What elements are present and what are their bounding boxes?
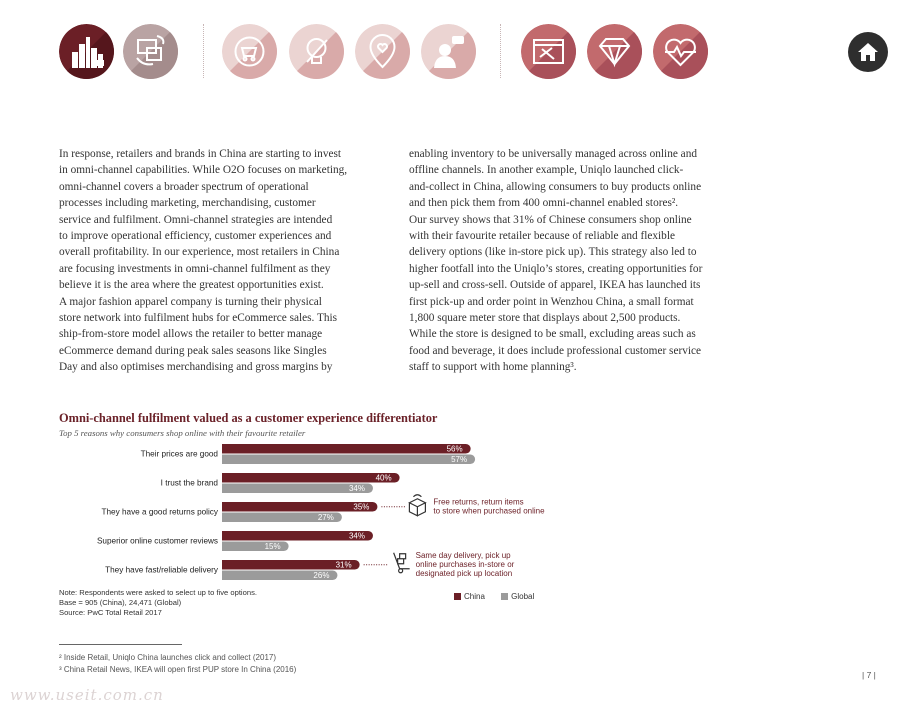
- footnotes: [59, 652, 296, 675]
- body-text-line: In response, retailers and brands in China are starting to invest: [59, 148, 342, 160]
- browser-tools-icon[interactable]: [521, 24, 576, 79]
- body-text-line: processes including marketing, merchandising, customer: [59, 197, 316, 210]
- body-text-line: service and fulfilment. Omni-channel strategies are intended: [59, 213, 333, 226]
- chart-title: Omni-channel fulfilment valued as a customer experience differentiator: [59, 411, 438, 425]
- body-text-line: higher footfall into the Uniqlo’s stores, creating opportunities for: [409, 262, 703, 275]
- chart-notes: [59, 588, 257, 619]
- body-text-line: store network into fulfilment hubs for eCommerce sales. This: [59, 312, 338, 325]
- category-label: Their prices are good: [140, 449, 218, 459]
- page-number: | 7 |: [862, 670, 876, 680]
- home-button[interactable]: [848, 32, 888, 72]
- note-line: Note: Respondents were asked to select up to five options.: [59, 588, 257, 597]
- body-text-line: and-collect in China, allowing consumers to buy products online: [409, 180, 702, 193]
- city-skyline-icon[interactable]: [59, 24, 114, 79]
- category-label: Superior online customer reviews: [96, 536, 218, 546]
- body-text-line: staff to support with home planning³.: [409, 361, 577, 374]
- heart-pulse-icon[interactable]: [653, 24, 708, 79]
- consumer-speech-icon[interactable]: [421, 24, 476, 79]
- body-text-line: ship-from-store model allows the retailer to better manage: [59, 328, 323, 341]
- body-text-line: omni-channel covers a broader spectrum of operational: [59, 180, 309, 193]
- footnote: ² Inside Retail, Uniqlo China launches click and collect (2017): [59, 653, 276, 662]
- note-line: Source: PwC Total Retail 2017: [59, 608, 162, 618]
- note-line: Base = 905 (China), 24,471 (Global): [59, 598, 182, 608]
- legend-label: Global: [511, 592, 535, 601]
- data-label: 34%: [348, 484, 365, 493]
- chart-legend: [454, 592, 534, 601]
- body-text-line: Day and also optimises merchandising and gross margins by: [59, 361, 333, 374]
- body-text-line: A major fashion apparel company is turning their physical: [59, 295, 322, 308]
- data-label: 31%: [335, 560, 352, 570]
- category-label: I trust the brand: [160, 478, 218, 488]
- bar-china: [222, 473, 400, 483]
- body-column-right: [409, 146, 739, 376]
- body-text-line: with their favourite retailer because of reliable and flexible: [409, 230, 675, 243]
- annotation-text: Free returns, return items: [433, 497, 524, 507]
- body-text-line: food and beverage, it does include professional customer service: [409, 344, 702, 357]
- data-label: 35%: [353, 502, 370, 512]
- home-icon: [848, 32, 888, 72]
- body-text-line: delivery options (like in-store pick up). This strategy also led to: [409, 246, 697, 259]
- return-box-icon: [409, 499, 425, 516]
- category-label: They have fast/reliable delivery: [105, 565, 218, 575]
- body-text-line: first pick-up and order point in Wenzhou China, a small format: [409, 295, 694, 308]
- data-label: 27%: [317, 513, 334, 522]
- data-label: 40%: [375, 473, 392, 483]
- legend-label: China: [464, 592, 485, 601]
- bar-china: [222, 444, 471, 454]
- hand-truck-icon: [394, 553, 410, 569]
- body-text-line: believe it is the area where the greatest opportunities exist.: [59, 279, 324, 292]
- bar-chart: [0, 438, 924, 588]
- body-text-line: up-sell and cross-sell. Outside of apparel, IKEA has launched its: [409, 279, 701, 292]
- bar-global: [222, 455, 475, 465]
- annotation-text: online purchases in-store or: [415, 559, 515, 569]
- watermark: www.useit.com.cn: [10, 686, 164, 704]
- return-arrow-icon: [413, 495, 421, 497]
- nav-separator: [500, 24, 501, 78]
- body-text-line: are focusing investments in omni-channel fulfilment as they: [59, 262, 331, 275]
- shopping-cycle-icon[interactable]: [222, 24, 277, 79]
- legend-item-china: [454, 592, 485, 601]
- body-text-line: and then pick them from 400 omni-channel enabled stores².: [409, 197, 679, 210]
- body-text-line: Our survey shows that 31% of Chinese consumers shop online: [409, 213, 692, 226]
- body-text-line: eCommerce demand during peak sales seasons like Singles: [59, 344, 327, 357]
- category-label: They have a good returns policy: [101, 507, 218, 517]
- body-text-line: enabling inventory to be universally managed across online and: [409, 148, 697, 160]
- data-label: 15%: [264, 542, 281, 551]
- data-label: 26%: [313, 571, 330, 580]
- body-text-line: overall profitability. In our experience, most retailers in China: [59, 246, 340, 259]
- lightbulb-icon[interactable]: [289, 24, 344, 79]
- location-heart-icon[interactable]: [355, 24, 410, 79]
- body-text-line: While the store is designed to be small, excluding areas such as: [409, 328, 696, 341]
- annotation-text: designated pick up location: [415, 568, 513, 578]
- annotation-text: to store when purchased online: [433, 506, 545, 516]
- section-navigation: [0, 0, 924, 100]
- data-label: 56%: [446, 444, 463, 454]
- body-text-line: to improve operational efficiency, customer experiences and: [59, 230, 332, 243]
- body-text-line: in omni-channel capabilities. While O2O focuses on marketing,: [59, 164, 348, 177]
- data-label: 57%: [451, 455, 468, 464]
- legend-swatch: [454, 593, 461, 600]
- nav-separator: [203, 24, 204, 78]
- data-label: 34%: [348, 531, 365, 541]
- body-text-line: offline channels. In another example, Uniqlo launched click-: [409, 164, 684, 177]
- body-column-left: [59, 146, 389, 376]
- hand-truck-wheel: [399, 569, 403, 573]
- chart-subtitle: Top 5 reasons why consumers shop online with their favourite retailer: [59, 428, 306, 438]
- legend-swatch: [501, 593, 508, 600]
- footnote-divider: [59, 644, 182, 645]
- diamond-icon[interactable]: [587, 24, 642, 79]
- body-text-line: 1,800 square meter store that displays about 2,500 products.: [409, 312, 681, 325]
- omni-channel-icon[interactable]: [123, 24, 178, 79]
- annotation-text: Same day delivery, pick up: [415, 550, 511, 560]
- legend-item-global: [501, 592, 534, 601]
- footnote: ³ China Retail News, IKEA will open first PUP store In China (2016): [59, 664, 297, 674]
